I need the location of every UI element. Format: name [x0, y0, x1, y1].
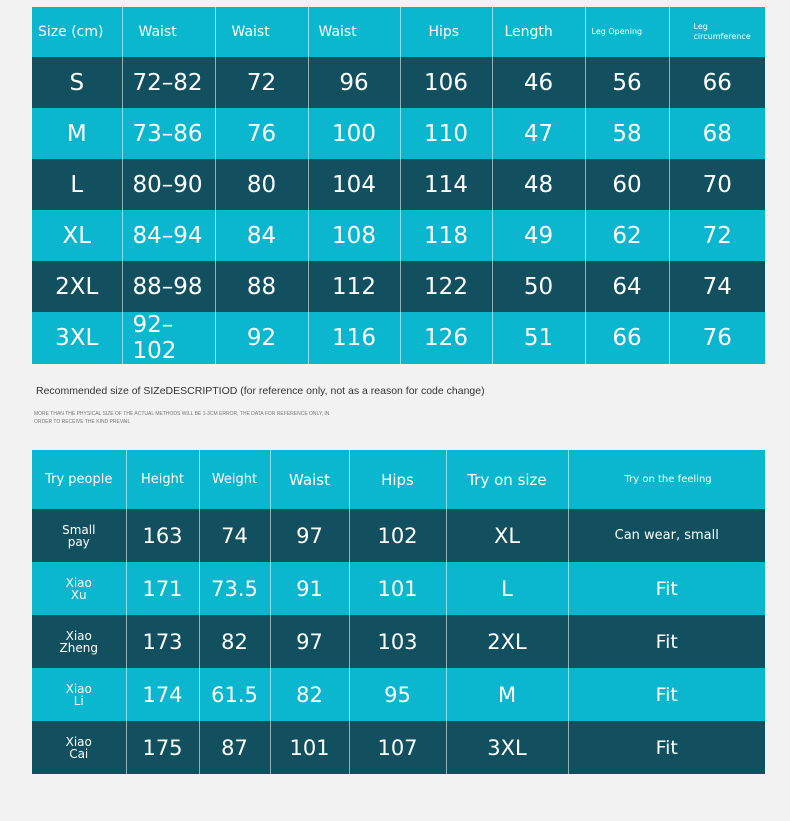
size-cell-length: 46	[492, 57, 585, 108]
size-cell-length: 49	[492, 210, 585, 261]
size-cell-length: 47	[492, 108, 585, 159]
size-cell-size-label: 2XL	[55, 273, 99, 300]
size-cell-waist-range: 80–90	[122, 159, 215, 210]
try-on-cell-height: 174	[126, 668, 199, 721]
try-on-cell-feeling: Fit	[568, 721, 765, 774]
size-cell-length: 50	[492, 261, 585, 312]
size-cell-waist: 80	[215, 159, 308, 210]
try-on-cell-waist: 91	[270, 562, 349, 615]
try-on-cell-person: Xiao Li	[65, 681, 92, 708]
try-on-cell-size: 3XL	[446, 721, 568, 774]
measurement-disclaimer: MORE THAN THE PHYSICAL SIZE OF THE ACTUAL METHODS WILL BE 1-3CM ERROR, THE DATA FOR REFERENCE ONLY, IN ORDER TO RECEIVE THE KIND PREVAIL	[34, 411, 330, 425]
header-leg-circumference: Leg circumference	[669, 7, 765, 57]
try-on-cell-hips: 103	[349, 615, 446, 668]
size-cell-leg-opening: 62	[585, 210, 669, 261]
size-cell-leg-opening: 64	[585, 261, 669, 312]
try-on-cell-hips: 101	[349, 562, 446, 615]
header-hips: Hips	[349, 450, 446, 509]
size-cell-leg-circumference: 72	[669, 210, 765, 261]
header-hips: Hips	[400, 7, 492, 57]
size-cell-waist-alt: 104	[308, 159, 400, 210]
try-on-cell-weight: 87	[199, 721, 270, 774]
size-cell-size-label: 3XL	[55, 325, 99, 351]
size-cell-leg-opening: 60	[585, 159, 669, 210]
size-cell-leg-opening: 66	[585, 312, 669, 364]
try-on-table	[32, 450, 765, 774]
size-cell-hips: 126	[400, 312, 492, 364]
try-on-cell-hips: 102	[349, 509, 446, 562]
size-cell-hips: 114	[400, 159, 492, 210]
size-cell-length: 51	[492, 312, 585, 364]
try-on-cell-weight: 61.5	[199, 668, 270, 721]
try-on-header-row	[32, 450, 765, 509]
size-cell-size-label: L	[70, 171, 84, 198]
size-cell-leg-opening: 56	[585, 57, 669, 108]
size-cell-waist-alt: 100	[308, 108, 400, 159]
size-row	[32, 108, 765, 159]
try-on-cell-height: 163	[126, 509, 199, 562]
try-on-cell-feeling: Fit	[568, 562, 765, 615]
size-row	[32, 210, 765, 261]
try-on-cell-person: Xiao Zheng	[59, 628, 98, 655]
size-chart-table	[32, 7, 765, 364]
header-length: Length	[492, 7, 585, 57]
try-on-row	[32, 721, 765, 774]
size-row	[32, 312, 765, 364]
try-on-cell-feeling: Fit	[568, 615, 765, 668]
header-try-on-feeling: Try on the feeling	[568, 450, 765, 509]
size-row	[32, 261, 765, 312]
size-cell-waist-alt: 96	[308, 57, 400, 108]
size-cell-waist-range: 73–86	[122, 108, 215, 159]
try-on-cell-hips: 107	[349, 721, 446, 774]
try-on-cell-size: M	[446, 668, 568, 721]
size-row	[32, 159, 765, 210]
size-chart-header-row	[32, 7, 765, 57]
size-cell-waist-alt: 112	[308, 261, 400, 312]
size-cell-waist-range: 88–98	[122, 261, 215, 312]
size-cell-hips: 122	[400, 261, 492, 312]
header-waist: Waist	[122, 7, 215, 57]
size-cell-waist-range: 72–82	[122, 57, 215, 108]
try-on-cell-feeling: Can wear, small	[568, 509, 765, 562]
try-on-cell-size: XL	[446, 509, 568, 562]
try-on-cell-height: 173	[126, 615, 199, 668]
try-on-cell-height: 175	[126, 721, 199, 774]
size-cell-leg-circumference: 74	[669, 261, 765, 312]
try-on-cell-waist: 97	[270, 615, 349, 668]
size-cell-leg-circumference: 70	[669, 159, 765, 210]
header-waist: Waist	[215, 7, 308, 57]
size-recommendation-note: Recommended size of SIZeDESCRIPTIOD (for reference only, not as a reason for code change)	[36, 385, 485, 397]
try-on-cell-height: 171	[126, 562, 199, 615]
try-on-cell-feeling: Fit	[568, 668, 765, 721]
try-on-row	[32, 668, 765, 721]
try-on-cell-person: Xiao Xu	[65, 575, 92, 602]
try-on-cell-weight: 74	[199, 509, 270, 562]
size-cell-size-label: M	[66, 120, 87, 147]
try-on-row	[32, 562, 765, 615]
try-on-cell-person: Small pay	[62, 522, 96, 549]
size-cell-waist-range: 84–94	[122, 210, 215, 261]
try-on-cell-hips: 95	[349, 668, 446, 721]
try-on-cell-size: 2XL	[446, 615, 568, 668]
try-on-cell-size: L	[446, 562, 568, 615]
header-try-on-size: Try on size	[446, 450, 568, 509]
try-on-cell-weight: 82	[199, 615, 270, 668]
size-cell-size-label: XL	[62, 222, 92, 249]
try-on-row	[32, 509, 765, 562]
try-on-cell-waist: 101	[270, 721, 349, 774]
header-waist: Waist	[308, 7, 400, 57]
try-on-cell-waist: 82	[270, 668, 349, 721]
size-cell-hips: 106	[400, 57, 492, 108]
size-cell-waist: 84	[215, 210, 308, 261]
size-cell-length: 48	[492, 159, 585, 210]
size-cell-leg-circumference: 66	[669, 57, 765, 108]
size-cell-waist-alt: 116	[308, 312, 400, 364]
size-cell-leg-circumference: 68	[669, 108, 765, 159]
size-cell-hips: 110	[400, 108, 492, 159]
size-cell-waist-alt: 108	[308, 210, 400, 261]
size-cell-leg-opening: 58	[585, 108, 669, 159]
header-waist: Waist	[270, 450, 349, 509]
header-weight: Weight	[199, 450, 270, 509]
try-on-cell-person: Xiao Cai	[65, 734, 92, 761]
header-try-people: Try people	[45, 472, 113, 487]
size-cell-waist-range: 92–102	[122, 312, 215, 364]
size-cell-waist: 76	[215, 108, 308, 159]
try-on-row	[32, 615, 765, 668]
header-leg-opening: Leg Opening	[585, 7, 669, 57]
size-cell-hips: 118	[400, 210, 492, 261]
size-cell-size-label: S	[69, 69, 85, 96]
try-on-cell-waist: 97	[270, 509, 349, 562]
size-cell-waist: 92	[215, 312, 308, 364]
size-cell-waist: 72	[215, 57, 308, 108]
header-size: Size (cm)	[38, 24, 104, 40]
size-cell-waist: 88	[215, 261, 308, 312]
header-height: Height	[126, 450, 199, 509]
try-on-cell-weight: 73.5	[199, 562, 270, 615]
size-cell-leg-circumference: 76	[669, 312, 765, 364]
size-row	[32, 57, 765, 108]
